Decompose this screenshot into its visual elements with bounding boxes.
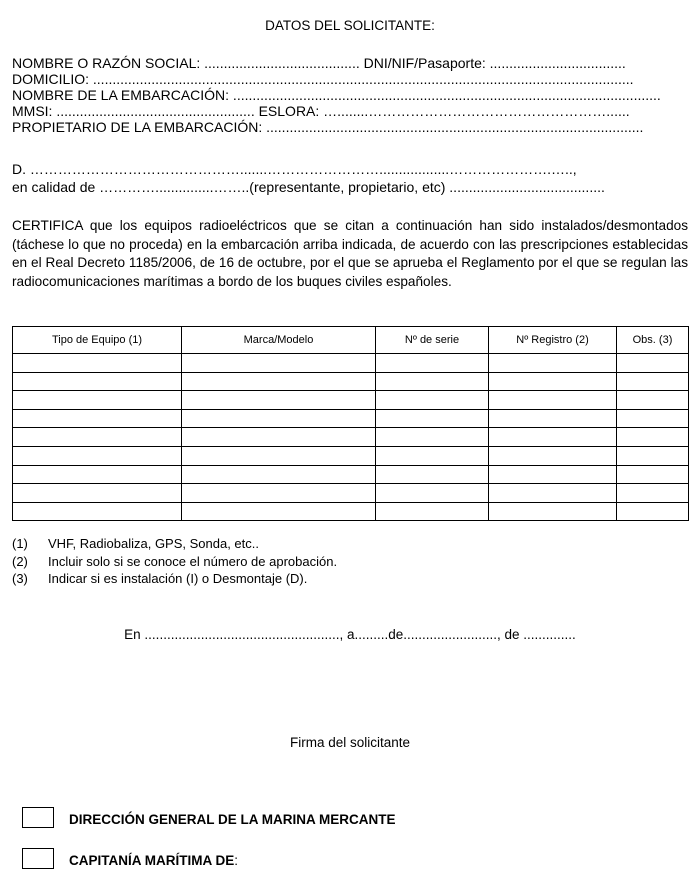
footnote-text: VHF, Radiobaliza, GPS, Sonda, etc.. [48, 536, 259, 551]
table-cell[interactable] [617, 354, 689, 373]
table-cell[interactable] [617, 409, 689, 428]
checkbox-label-capitania [69, 853, 238, 868]
table-cell[interactable] [13, 354, 182, 373]
table-cell[interactable] [376, 446, 489, 465]
table-cell[interactable] [182, 465, 376, 484]
table-cell[interactable] [489, 446, 617, 465]
footnotes [12, 535, 337, 588]
table-cell[interactable] [182, 502, 376, 521]
col-numero-registro: Nº Registro (2) [489, 327, 617, 354]
table-cell[interactable] [376, 465, 489, 484]
col-observaciones: Obs. (3) [617, 327, 689, 354]
certifica-paragraph: CERTIFICA que los equipos radioeléctricos que se citan a continuación han sido instalados/desmontados (táchese lo que no proceda) en la embarcación arriba indicada, de acuerdo con las prescripciones establecidas en el Real Decreto 1185/2006, de 16 de octubre, por el que se aprueba el Reglamento por el que se regulan las radiocomunicaciones marítimas a bordo de los buques civiles españoles. [12, 218, 688, 289]
table-cell[interactable] [489, 428, 617, 447]
table-cell[interactable] [617, 484, 689, 503]
table-header-row [13, 327, 689, 354]
table-cell[interactable] [489, 391, 617, 410]
field-nombre-embarcacion[interactable]: NOMBRE DE LA EMBARCACIÓN: .............................................................................................................. [12, 87, 661, 103]
table-cell[interactable] [182, 354, 376, 373]
table-cell[interactable] [182, 484, 376, 503]
checkbox-label-colon: : [234, 853, 239, 868]
table-cell[interactable] [13, 502, 182, 521]
table-cell[interactable] [13, 391, 182, 410]
table-cell[interactable] [489, 354, 617, 373]
table-row [13, 502, 689, 521]
footnote [12, 535, 337, 553]
footnote-number: (3) [12, 571, 28, 586]
table-cell[interactable] [182, 372, 376, 391]
table-cell[interactable] [489, 502, 617, 521]
table-cell[interactable] [489, 409, 617, 428]
table-cell[interactable] [13, 484, 182, 503]
checkbox-label-dgmm [69, 812, 396, 827]
table-row [13, 409, 689, 428]
table-cell[interactable] [489, 484, 617, 503]
table-row [13, 465, 689, 484]
field-propietario[interactable]: PROPIETARIO DE LA EMBARCACIÓN: ................................................................................................. [12, 119, 644, 135]
table-cell[interactable] [182, 391, 376, 410]
col-tipo-equipo: Tipo de Equipo (1) [13, 327, 182, 354]
section-title: DATOS DEL SOLICITANTE: [265, 18, 435, 33]
table-cell[interactable] [182, 428, 376, 447]
checkbox-capitania[interactable] [22, 848, 54, 869]
field-mmsi-eslora[interactable]: MMSI: ................................................... ESLORA: …........……………………………………………...... [12, 103, 630, 119]
table-cell[interactable] [182, 446, 376, 465]
footnote-number: (2) [12, 553, 28, 569]
footnote [12, 570, 337, 588]
field-declarante[interactable]: D. ……………………………………….......……………………..................………………….….., [12, 161, 577, 177]
checkbox-dgmm[interactable] [22, 807, 54, 828]
table-cell[interactable] [376, 409, 489, 428]
field-nombre-dni[interactable]: NOMBRE O RAZÓN SOCIAL: ........................................ DNI/NIF/Pasaporte: ................................... [12, 55, 626, 71]
table-cell[interactable] [617, 372, 689, 391]
table-row [13, 354, 689, 373]
signature-label: Firma del solicitante [289, 735, 411, 750]
table-cell[interactable] [489, 465, 617, 484]
checkbox-label-text: CAPITANÍA MARÍTIMA DE [69, 853, 235, 868]
field-en-calidad-de[interactable]: en calidad de …………...............……..(representante, propietario, etc) ........................................ [12, 179, 605, 195]
field-domicilio[interactable]: DOMICILIO: ........................................................................................................................................... [12, 71, 634, 87]
table-row [13, 391, 689, 410]
col-numero-serie: Nº de serie [376, 327, 489, 354]
table-row [13, 372, 689, 391]
table-cell[interactable] [376, 372, 489, 391]
footnote-text: Incluir solo si se conoce el número de aprobación. [48, 553, 338, 569]
table-row [13, 428, 689, 447]
table-cell[interactable] [13, 428, 182, 447]
table-cell[interactable] [376, 502, 489, 521]
table-cell[interactable] [376, 484, 489, 503]
table-row [13, 446, 689, 465]
table-cell[interactable] [617, 502, 689, 521]
table-cell[interactable] [13, 372, 182, 391]
table-cell[interactable] [376, 428, 489, 447]
table-cell[interactable] [617, 446, 689, 465]
equipment-table [12, 326, 689, 521]
table-cell[interactable] [13, 465, 182, 484]
table-cell[interactable] [489, 372, 617, 391]
table-cell[interactable] [13, 446, 182, 465]
table-row [13, 484, 689, 503]
table-cell[interactable] [376, 391, 489, 410]
table-cell[interactable] [617, 465, 689, 484]
table-cell[interactable] [617, 391, 689, 410]
table-cell[interactable] [376, 354, 489, 373]
checkbox-label-text: DIRECCIÓN GENERAL DE LA MARINA MERCANTE [69, 812, 396, 827]
table-cell[interactable] [617, 428, 689, 447]
footnote [12, 553, 337, 571]
footnote-text: Indicar si es instalación (I) o Desmontaje (D). [48, 571, 308, 586]
footnote-number: (1) [12, 536, 28, 551]
table-cell[interactable] [13, 409, 182, 428]
table-body [13, 354, 689, 521]
table-cell[interactable] [182, 409, 376, 428]
date-place-line[interactable]: En ...................................................., a.........de........................., de .............. [124, 627, 576, 642]
col-marca-modelo: Marca/Modelo [182, 327, 376, 354]
